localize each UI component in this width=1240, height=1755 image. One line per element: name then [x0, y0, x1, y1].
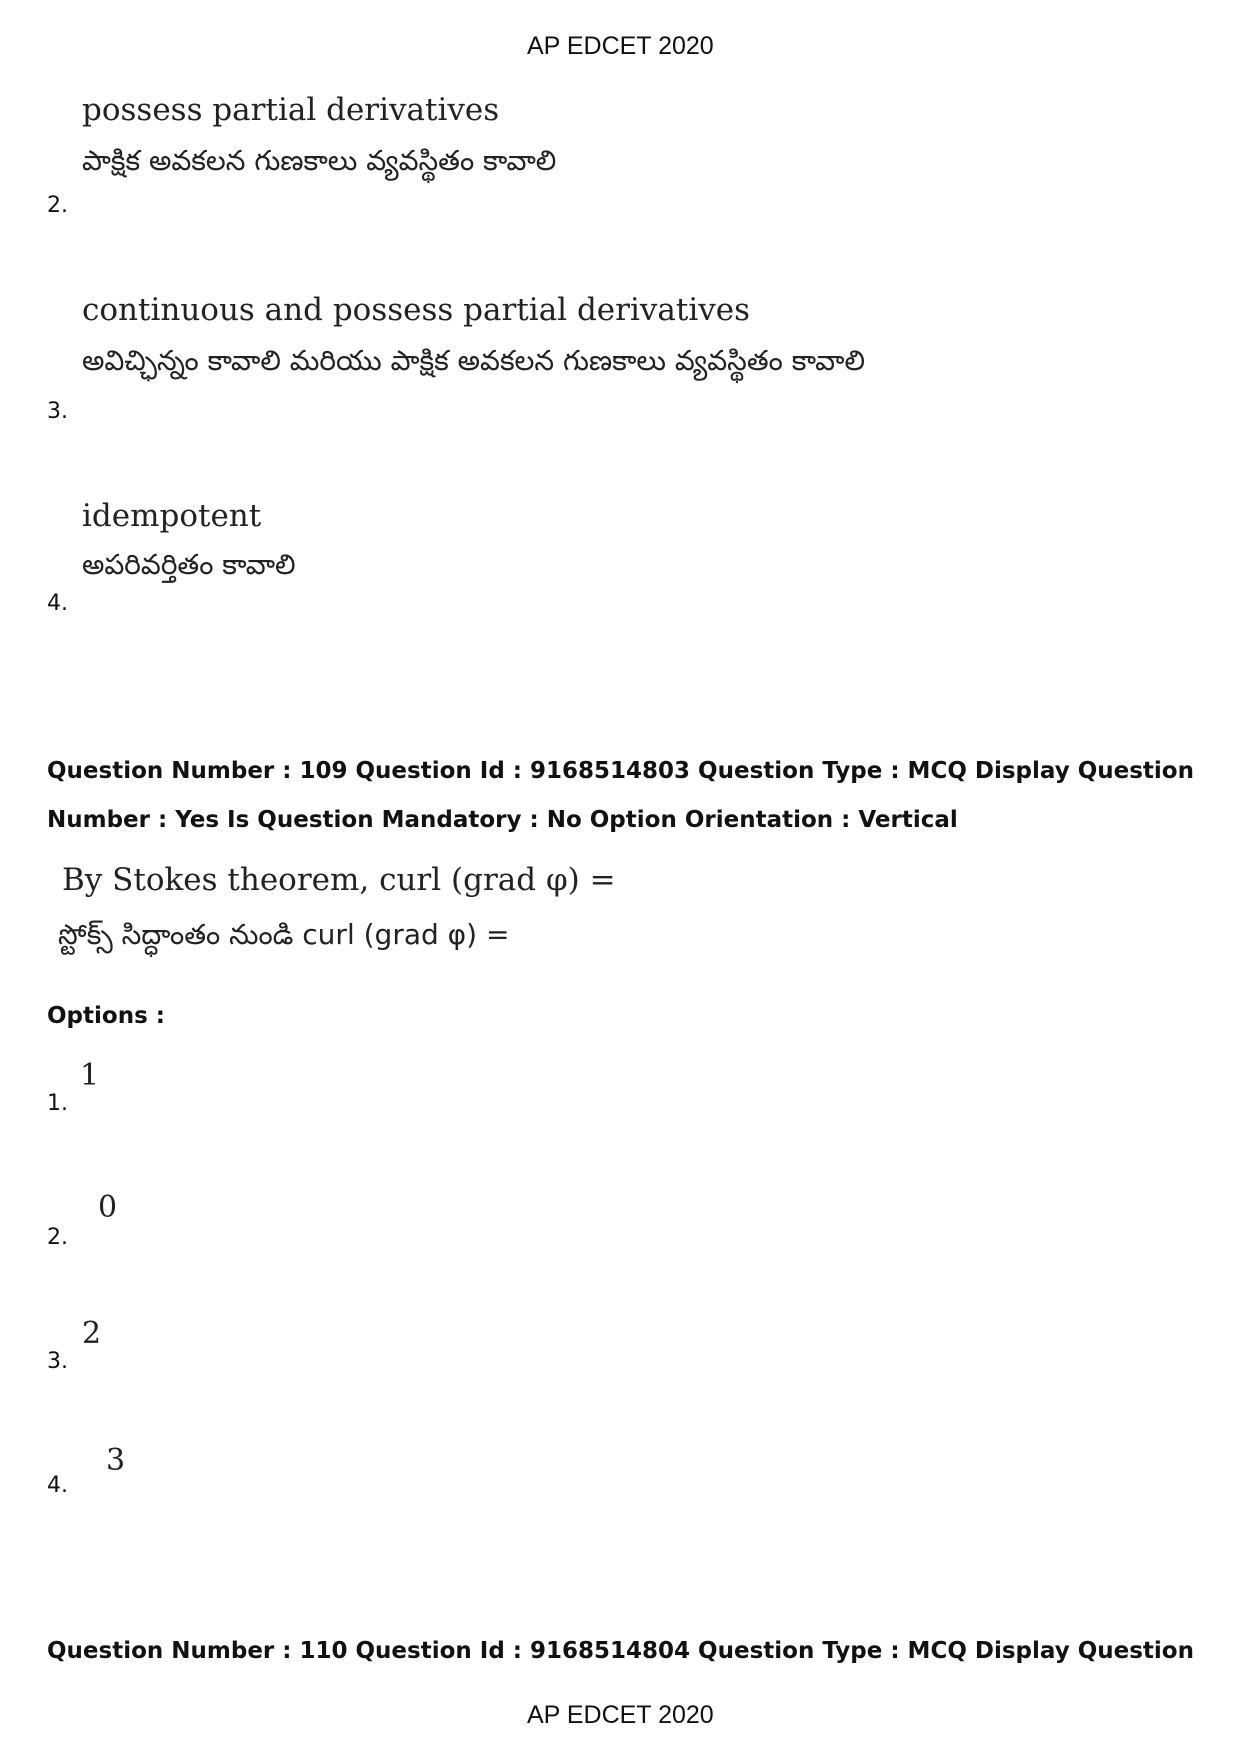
- q109-meta-line2: Number : Yes Is Question Mandatory : No Option Orientation : Vertical: [47, 807, 958, 833]
- q109-option-1-number: 1.: [47, 1091, 68, 1116]
- q109-option-1-value: 1: [80, 1058, 100, 1093]
- prev-option-2-number: 2.: [47, 193, 68, 218]
- options-label: Options :: [47, 1003, 165, 1029]
- prev-option-4-english: idempotent: [82, 498, 262, 534]
- prev-option-2-telugu: పాక్షిక అవకలన గుణకాలు వ్యవస్థితం కావాలి: [82, 144, 557, 177]
- q109-option-4-number: 4.: [47, 1473, 68, 1498]
- q109-option-4-value: 3: [106, 1443, 126, 1478]
- q109-option-3-number: 3.: [47, 1349, 68, 1374]
- q109-option-3-value: 2: [82, 1316, 102, 1351]
- prev-option-4-telugu: అపరివర్తితం కావాలి: [82, 548, 296, 581]
- prev-option-3-english: continuous and possess partial derivatives: [82, 292, 750, 328]
- q109-meta-line1: Question Number : 109 Question Id : 9168514803 Question Type : MCQ Display Question: [47, 758, 1194, 784]
- prev-option-4-number: 4.: [47, 591, 68, 616]
- q109-question-english: By Stokes theorem, curl (grad φ) =: [62, 862, 616, 898]
- page-header: AP EDCET 2020: [527, 32, 714, 60]
- q109-option-2-number: 2.: [47, 1225, 68, 1250]
- q109-option-2-value: 0: [98, 1190, 118, 1225]
- prev-option-3-telugu: అవిచ్ఛిన్నం కావాలి మరియు పాక్షిక అవకలన గుణకాలు వ్యవస్థితం కావాలి: [82, 344, 865, 377]
- q110-meta-line1: Question Number : 110 Question Id : 9168514804 Question Type : MCQ Display Question: [47, 1638, 1194, 1664]
- prev-option-2-english: possess partial derivatives: [82, 92, 500, 128]
- q109-question-telugu: స్టోక్స్ సిద్ధాంతం నుండి curl (grad φ) =: [58, 918, 510, 951]
- page-footer: AP EDCET 2020: [527, 1701, 714, 1729]
- prev-option-3-number: 3.: [47, 399, 68, 424]
